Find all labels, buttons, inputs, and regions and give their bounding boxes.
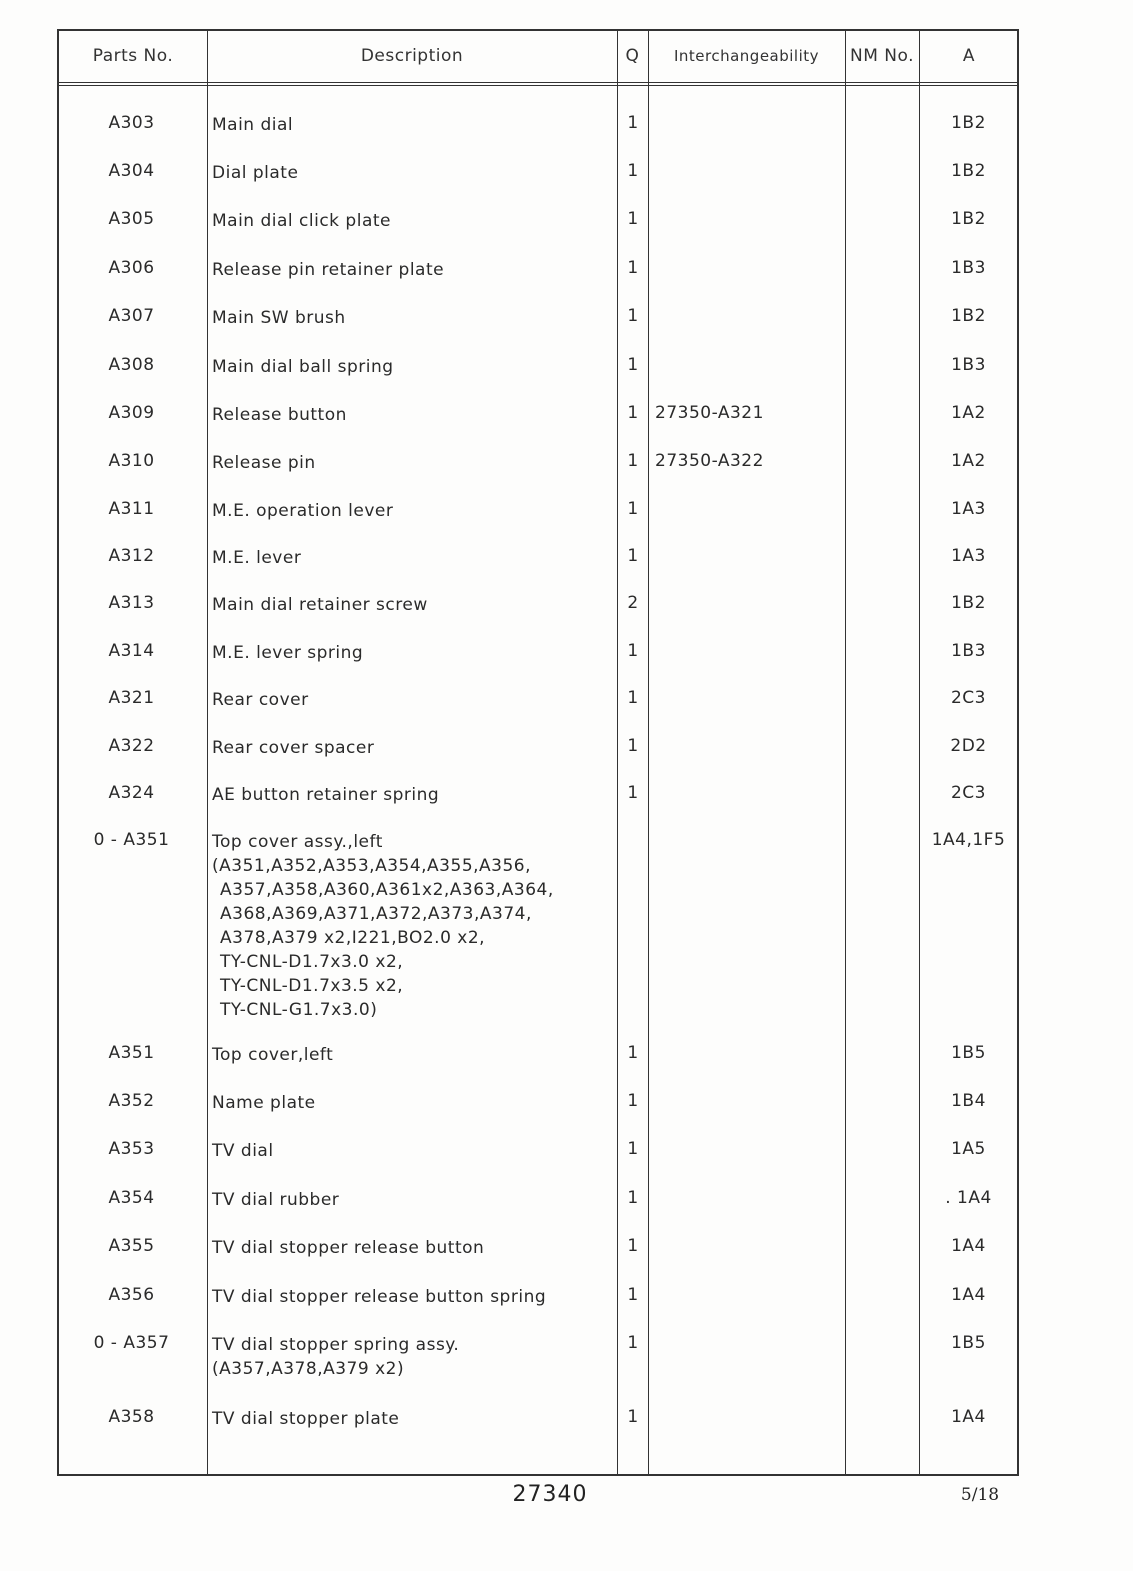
part-number: A307 <box>108 306 155 326</box>
quantity: 1 <box>627 306 639 326</box>
description-line: TY-CNL-D1.7x3.0 x2, <box>220 952 404 972</box>
part-number: A308 <box>108 355 155 375</box>
part-number: A353 <box>108 1139 155 1159</box>
location-code: 1A5 <box>951 1139 986 1159</box>
quantity: 1 <box>627 688 639 708</box>
quantity: 1 <box>627 1091 639 1111</box>
description-line: (A351,A352,A353,A354,A355,A356, <box>212 856 532 876</box>
description-line: M.E. operation lever <box>212 501 394 521</box>
part-number: A355 <box>108 1236 155 1256</box>
part-description <box>212 1188 617 1212</box>
part-description <box>212 113 617 137</box>
part-description <box>212 451 617 475</box>
location-code: 2C3 <box>950 688 986 708</box>
part-description <box>212 209 617 233</box>
interchangeability: 27350-A321 <box>655 403 764 423</box>
description-line: TY-CNL-D1.7x3.5 x2, <box>220 976 404 996</box>
part-description <box>212 499 617 523</box>
location-code: 1B2 <box>951 306 986 326</box>
quantity: 1 <box>627 1139 639 1159</box>
quantity: 1 <box>627 1043 639 1063</box>
part-description <box>212 355 617 379</box>
column-divider <box>919 31 920 1474</box>
location-code: 1B3 <box>951 355 986 375</box>
column-divider <box>648 31 649 1474</box>
description-line: Top cover assy.,left <box>212 832 383 852</box>
part-number: A321 <box>108 688 155 708</box>
location-code: 1B3 <box>951 641 986 661</box>
description-line: TV dial stopper spring assy. <box>212 1335 460 1355</box>
location-code: 1B2 <box>951 209 986 229</box>
description-line: Rear cover <box>212 690 309 710</box>
quantity: 1 <box>627 209 639 229</box>
quantity: 1 <box>627 1285 639 1305</box>
location-code: 1A2 <box>951 451 986 471</box>
description-line: Main dial click plate <box>212 211 391 231</box>
header-a: A <box>962 46 976 66</box>
part-number: A354 <box>108 1188 155 1208</box>
quantity: 1 <box>627 1407 639 1427</box>
header-description: Description <box>360 46 464 66</box>
description-line: Dial plate <box>212 163 299 183</box>
description-line: Main dial <box>212 115 294 135</box>
part-description <box>212 593 617 617</box>
part-number: A313 <box>108 593 155 613</box>
quantity: 1 <box>627 355 639 375</box>
parts-table <box>57 29 1019 1476</box>
part-number: A314 <box>108 641 155 661</box>
quantity: 1 <box>627 499 639 519</box>
quantity: 1 <box>627 403 639 423</box>
location-code: 1A3 <box>951 499 986 519</box>
part-number: 0 - A351 <box>93 830 170 850</box>
description-line: TV dial stopper release button <box>212 1238 485 1258</box>
description-line: TV dial <box>212 1141 274 1161</box>
part-number: A303 <box>108 113 155 133</box>
part-number: A358 <box>108 1407 155 1427</box>
header-quantity: Q <box>625 46 640 66</box>
part-number: A356 <box>108 1285 155 1305</box>
part-description <box>212 1091 617 1115</box>
description-line: Rear cover spacer <box>212 738 375 758</box>
column-divider <box>845 31 846 1474</box>
quantity: 1 <box>627 1236 639 1256</box>
part-number: A305 <box>108 209 155 229</box>
location-code: 1B3 <box>951 258 986 278</box>
quantity: 1 <box>627 258 639 278</box>
location-code: 1A3 <box>951 546 986 566</box>
location-code: 1B5 <box>951 1333 986 1353</box>
description-line: A378,A379 x2,I221,BO2.0 x2, <box>220 928 486 948</box>
description-line: TV dial rubber <box>212 1190 340 1210</box>
interchangeability: 27350-A322 <box>655 451 764 471</box>
part-description <box>212 688 617 712</box>
part-description <box>212 736 617 760</box>
location-code: 1B4 <box>951 1091 986 1111</box>
part-description <box>212 258 617 282</box>
part-number: A309 <box>108 403 155 423</box>
part-number: A311 <box>108 499 155 519</box>
part-description <box>212 1043 617 1067</box>
description-line: TV dial stopper release button spring <box>212 1287 547 1307</box>
description-line: Main SW brush <box>212 308 346 328</box>
part-description <box>212 1139 617 1163</box>
location-code: 1A4 <box>951 1236 986 1256</box>
document-code: 27340 <box>512 1482 588 1507</box>
description-line: Top cover,left <box>212 1045 334 1065</box>
quantity: 1 <box>627 1333 639 1353</box>
description-line: (A357,A378,A379 x2) <box>212 1359 405 1379</box>
location-code: 1A2 <box>951 403 986 423</box>
quantity: 1 <box>627 641 639 661</box>
location-code: 1B2 <box>951 593 986 613</box>
quantity: 1 <box>627 783 639 803</box>
location-code: 1B5 <box>951 1043 986 1063</box>
part-description <box>212 161 617 185</box>
part-number: A351 <box>108 1043 155 1063</box>
quantity: 1 <box>627 1188 639 1208</box>
location-code: 1A4 <box>951 1285 986 1305</box>
part-description <box>212 1407 617 1431</box>
description-line: TY-CNL-G1.7x3.0) <box>220 1000 378 1020</box>
location-code: 1A4 <box>951 1407 986 1427</box>
quantity: 1 <box>627 451 639 471</box>
description-line: Release pin <box>212 453 316 473</box>
quantity: 1 <box>627 161 639 181</box>
description-line: AE button retainer spring <box>212 785 440 805</box>
part-description <box>212 1236 617 1260</box>
quantity: 2 <box>627 593 639 613</box>
location-code: . 1A4 <box>945 1188 992 1208</box>
part-number: A304 <box>108 161 155 181</box>
quantity: 1 <box>627 113 639 133</box>
description-line: Name plate <box>212 1093 316 1113</box>
location-code: 1A4,1F5 <box>931 830 1006 850</box>
location-code: 2C3 <box>950 783 986 803</box>
part-description <box>212 1285 617 1309</box>
part-number: A310 <box>108 451 155 471</box>
part-description <box>212 546 617 570</box>
part-number: A322 <box>108 736 155 756</box>
description-line: M.E. lever <box>212 548 302 568</box>
description-line: A368,A369,A371,A372,A373,A374, <box>220 904 532 924</box>
table-header <box>59 31 1017 86</box>
header-parts-no: Parts No. <box>92 46 174 66</box>
location-code: 2D2 <box>950 736 987 756</box>
description-line: Main dial retainer screw <box>212 595 428 615</box>
description-line: Main dial ball spring <box>212 357 394 377</box>
description-line: M.E. lever spring <box>212 643 364 663</box>
column-divider <box>617 31 618 1474</box>
part-number: 0 - A357 <box>93 1333 170 1353</box>
part-description <box>212 783 617 807</box>
part-number: A324 <box>108 783 155 803</box>
part-description <box>212 403 617 427</box>
part-description <box>212 306 617 330</box>
part-number: A306 <box>108 258 155 278</box>
location-code: 1B2 <box>951 161 986 181</box>
header-nm-no: NM No. <box>849 46 914 66</box>
part-number: A352 <box>108 1091 155 1111</box>
part-description <box>212 1333 617 1381</box>
description-line: Release pin retainer plate <box>212 260 445 280</box>
description-line: TV dial stopper plate <box>212 1409 400 1429</box>
part-description <box>212 641 617 665</box>
quantity: 1 <box>627 736 639 756</box>
quantity: 1 <box>627 546 639 566</box>
part-description <box>212 830 617 1022</box>
location-code: 1B2 <box>951 113 986 133</box>
description-line: Release button <box>212 405 347 425</box>
description-line: A357,A358,A360,A361x2,A363,A364, <box>220 880 554 900</box>
page-number: 5/18 <box>960 1485 1000 1505</box>
column-divider <box>207 31 208 1474</box>
part-number: A312 <box>108 546 155 566</box>
header-interchangeability: Interchangeability <box>673 47 820 65</box>
